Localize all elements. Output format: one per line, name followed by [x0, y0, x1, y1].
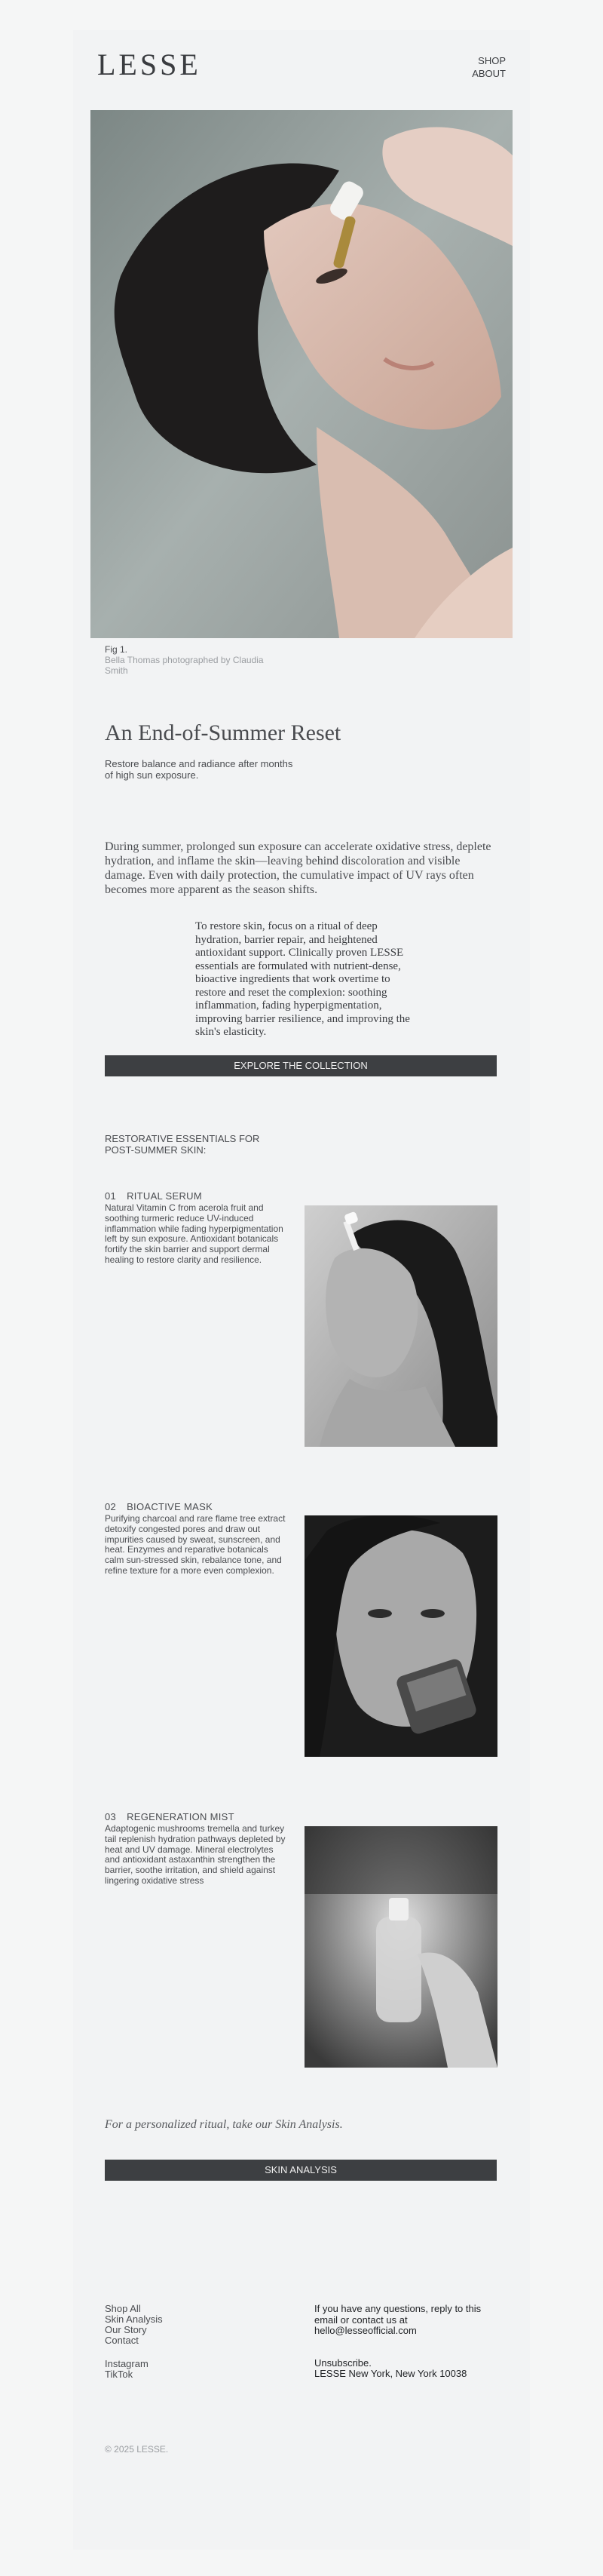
product-image-mask[interactable]	[305, 1515, 497, 1757]
caption-credit: Bella Thomas photographed by Claudia Smith	[105, 655, 264, 676]
explore-collection-button[interactable]: EXPLORE THE COLLECTION	[105, 1055, 497, 1076]
product-item-mist	[105, 1811, 289, 1887]
product-item-serum	[105, 1190, 289, 1266]
top-nav	[472, 54, 506, 80]
product-number: 03	[105, 1811, 117, 1822]
mist-photo-illustration	[305, 1826, 497, 2068]
brand-logo[interactable]: LESSE	[97, 48, 201, 81]
product-image-mist[interactable]	[305, 1826, 497, 2068]
hero-caption	[105, 644, 286, 676]
product-image-serum[interactable]	[305, 1205, 497, 1447]
nav-shop-link[interactable]: SHOP	[478, 55, 506, 66]
footer-link-instagram[interactable]: Instagram	[105, 2358, 148, 2369]
hero-image	[90, 110, 513, 638]
serum-photo-illustration	[305, 1205, 497, 1447]
product-title[interactable]	[105, 1190, 289, 1202]
footer-contact-block	[314, 2304, 503, 2380]
caption-title: Fig 1.	[105, 644, 128, 655]
product-number: 01	[105, 1190, 117, 1202]
nav-about-link[interactable]: ABOUT	[472, 68, 506, 79]
footer-link-tiktok[interactable]: TikTok	[105, 2369, 133, 2380]
product-description: Natural Vitamin C from acerola fruit and soothing turmeric reduce UV-induced inflammation while fading hyperpigmentation left by sun exposure. Antioxidant botanicals fortify the skin barrier and support dermal healing to restore clarity and resilience.	[105, 1202, 283, 1265]
hero-photo-illustration	[90, 110, 513, 638]
article-intro: During summer, prolonged sun exposure can accelerate oxidative stress, deplete hydration, and inflame the skin—leaving behind discoloration and visible damage. Even with daily protection, the cumulative impact of UV rays often becomes more apparent as the season shifts.	[105, 840, 491, 896]
copyright: © 2025 LESSE.	[105, 2444, 169, 2455]
essentials-heading: RESTORATIVE ESSENTIALS FOR POST-SUMMER SKIN:	[105, 1133, 260, 1156]
product-name: RITUAL SERUM	[127, 1190, 202, 1202]
product-name: REGENERATION MIST	[127, 1811, 234, 1822]
footer-contact-text: If you have any questions, reply to this email or contact us at hello@lesseofficial.com	[314, 2303, 482, 2336]
unsubscribe-link[interactable]: Unsubscribe.	[314, 2356, 372, 2369]
product-title[interactable]	[105, 1501, 289, 1512]
article-subtitle: Restore balance and radiance after months of high sun exposure.	[105, 758, 293, 781]
product-name: BIOACTIVE MASK	[127, 1501, 213, 1512]
skin-analysis-prompt: For a personalized ritual, take our Skin Analysis.	[105, 2118, 343, 2131]
footer-link-contact[interactable]: Contact	[105, 2335, 139, 2346]
article-title: An End-of-Summer Reset	[105, 720, 341, 745]
product-description: Adaptogenic mushrooms tremella and turkey tail replenish hydration pathways depleted by heat and UV damage. Mineral electrolytes and antioxidant astaxanthin strengthen the barrier, soothe irritation, and shield against lingering oxidative stress	[105, 1823, 286, 1886]
skin-analysis-button[interactable]: SKIN ANALYSIS	[105, 2160, 497, 2181]
footer-links	[105, 2304, 163, 2380]
footer-address: LESSE New York, New York 10038	[314, 2368, 467, 2379]
mask-photo-illustration	[305, 1515, 497, 1757]
product-title[interactable]	[105, 1811, 289, 1822]
footer-link-skin-analysis[interactable]: Skin Analysis	[105, 2313, 163, 2325]
product-number: 02	[105, 1501, 117, 1512]
product-description: Purifying charcoal and rare flame tree extract detoxify congested pores and draw out impurities caused by sweat, sunscreen, and heat. Enzymes and reparative botanicals calm sun-stressed skin, rebalance tone, and refine texture for a more even complexion.	[105, 1513, 286, 1576]
footer-link-our-story[interactable]: Our Story	[105, 2324, 147, 2335]
email-container	[73, 30, 530, 2550]
footer-link-shop-all[interactable]: Shop All	[105, 2303, 141, 2314]
product-item-mask	[105, 1501, 289, 1577]
article-ritual-paragraph: To restore skin, focus on a ritual of deep hydration, barrier repair, and heightened antioxidant support. Clinically proven LESSE essentials are formulated with nutrient-dense, bioactive ingredients that work overtime to restore and reset the complexion: soothing inflammation, fading hyperpigmentation, improving barrier resilience, and improving the skin's elasticity.	[195, 920, 410, 1038]
